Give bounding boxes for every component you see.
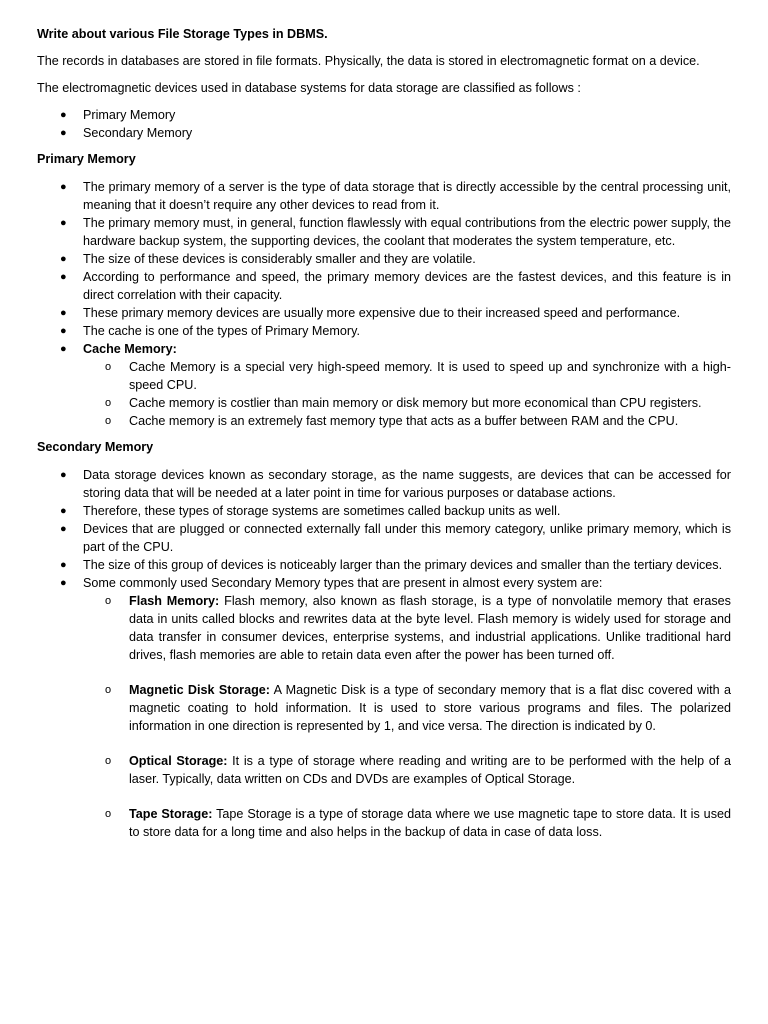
- sub-list-item-text: Cache memory is costlier than main memory or disk memory but more economical than CPU registers.: [129, 396, 702, 410]
- list-item: [37, 574, 731, 841]
- list-item: [37, 556, 731, 574]
- circle-bullet-icon: o: [105, 595, 112, 607]
- bullet-icon: ●: [60, 505, 67, 517]
- list-item: [37, 178, 731, 214]
- bullet-icon: ●: [60, 577, 67, 589]
- storage-types-list: [83, 592, 731, 841]
- bullet-icon: ●: [60, 307, 67, 319]
- bullet-icon: ●: [60, 253, 67, 265]
- bullet-icon: ●: [60, 343, 67, 355]
- storage-type-name: Optical Storage:: [129, 754, 228, 768]
- circle-bullet-icon: o: [105, 684, 112, 696]
- storage-type-tape: [83, 805, 731, 841]
- storage-type-optical: [83, 752, 731, 788]
- list-item-text: The primary memory must, in general, function flawlessly with equal contributions from the electric power supply, the hardware backup system, the supporting devices, the coolant that moderates the system temperature, etc.: [83, 216, 731, 248]
- list-item-text: According to performance and speed, the primary memory devices are the fastest devices, and this feature is in direct correlation with their capacity.: [83, 270, 731, 302]
- list-item: [37, 502, 731, 520]
- list-item: [37, 250, 731, 268]
- bullet-icon: ●: [60, 469, 67, 481]
- circle-bullet-icon: o: [105, 361, 112, 373]
- list-item: [37, 214, 731, 250]
- list-item-text: Secondary Memory: [83, 126, 193, 140]
- bullet-icon: ●: [60, 217, 67, 229]
- sub-list-item-text: Cache Memory is a special very high-speed memory. It is used to speed up and synchronize with a high-speed CPU.: [129, 360, 731, 392]
- sub-list-item: [83, 412, 731, 430]
- list-item: [37, 520, 731, 556]
- storage-type-description: Flash memory, also known as flash storage, is a type of nonvolatile memory that erases data in units called blocks and rewrites data at the byte level. Flash memory is widely used for storage and data transfer in consumer devices, enterprise systems, and industrial applications. Unlike traditional hard drives, flash memories are able to retain data even after the power has been turned off.: [129, 594, 731, 662]
- storage-type-description: It is a type of storage where reading and writing are to be performed with the help of a laser. Typically, data written on CDs and DVDs are examples of Optical Storage.: [129, 754, 731, 786]
- sub-list-item: [83, 394, 731, 412]
- list-item: [37, 466, 731, 502]
- list-item: [37, 340, 731, 430]
- list-item-text: Data storage devices known as secondary storage, as the name suggests, are devices that can be accessed for storing data that will be needed at a later point in time for various purposes or database actions.: [83, 468, 731, 500]
- cache-memory-list: [83, 358, 731, 430]
- secondary-memory-heading: Secondary Memory: [37, 440, 154, 454]
- bullet-icon: ●: [60, 523, 67, 535]
- bullet-icon: ●: [60, 109, 67, 121]
- storage-type-description: A Magnetic Disk is a type of secondary memory that is a flat disc covered with a magnetic coating to hold information. It is used to store various programs and files. The polarized information in one direction is represented by 1, and vice versa. The direction is indicated by 0.: [129, 683, 731, 733]
- list-item-text: Devices that are plugged or connected externally fall under this memory category, unlike primary memory, which is part of the CPU.: [83, 522, 731, 554]
- sub-list-item-text: Cache memory is an extremely fast memory type that acts as a buffer between RAM and the CPU.: [129, 414, 679, 428]
- list-item-text: The size of these devices is considerably smaller and they are volatile.: [83, 252, 476, 266]
- storage-type-name: Magnetic Disk Storage:: [129, 683, 270, 697]
- intro-paragraph: The records in databases are stored in file formats. Physically, the data is stored in electromagnetic format on a device.: [37, 54, 700, 68]
- circle-bullet-icon: o: [105, 808, 112, 820]
- sub-list-item: [83, 358, 731, 394]
- list-item-text: Primary Memory: [83, 108, 176, 122]
- circle-bullet-icon: o: [105, 415, 112, 427]
- bullet-icon: ●: [60, 181, 67, 193]
- storage-type-name: Flash Memory:: [129, 594, 220, 608]
- list-item-text: The size of this group of devices is noticeably larger than the primary devices and smaller than the tertiary devices.: [83, 558, 723, 572]
- primary-memory-list: [37, 178, 731, 430]
- list-item-text: Some commonly used Secondary Memory types that are present in almost every system are:: [83, 576, 603, 590]
- document-title: Write about various File Storage Types in DBMS.: [37, 27, 328, 41]
- classification-list: [37, 106, 731, 142]
- primary-memory-heading: Primary Memory: [37, 152, 136, 166]
- list-item-text: The primary memory of a server is the type of data storage that is directly accessible by the central processing unit, meaning that it doesn’t require any other devices to read from it.: [83, 180, 731, 212]
- list-item: [37, 268, 731, 304]
- bullet-icon: ●: [60, 559, 67, 571]
- bullet-icon: ●: [60, 271, 67, 283]
- storage-type-description: Tape Storage is a type of storage data where we use magnetic tape to store data. It is used to store data for a long time and also helps in the backup of data in case of data loss.: [129, 807, 731, 839]
- list-item-text: The cache is one of the types of Primary Memory.: [83, 324, 360, 338]
- cache-memory-label: Cache Memory:: [83, 342, 177, 356]
- list-item-text: These primary memory devices are usually more expensive due to their increased speed and performance.: [83, 306, 681, 320]
- classification-intro: The electromagnetic devices used in database systems for data storage are classified as follows :: [37, 81, 581, 95]
- list-item: [37, 124, 731, 142]
- secondary-memory-list: [37, 466, 731, 841]
- storage-type-magnetic-disk: [83, 681, 731, 735]
- bullet-icon: ●: [60, 127, 67, 139]
- list-item: [37, 106, 731, 124]
- storage-type-flash: [83, 592, 731, 664]
- circle-bullet-icon: o: [105, 397, 112, 409]
- circle-bullet-icon: o: [105, 755, 112, 767]
- list-item-text: Therefore, these types of storage systems are sometimes called backup units as well.: [83, 504, 561, 518]
- storage-type-name: Tape Storage:: [129, 807, 213, 821]
- bullet-icon: ●: [60, 325, 67, 337]
- list-item: [37, 304, 731, 322]
- list-item: [37, 322, 731, 340]
